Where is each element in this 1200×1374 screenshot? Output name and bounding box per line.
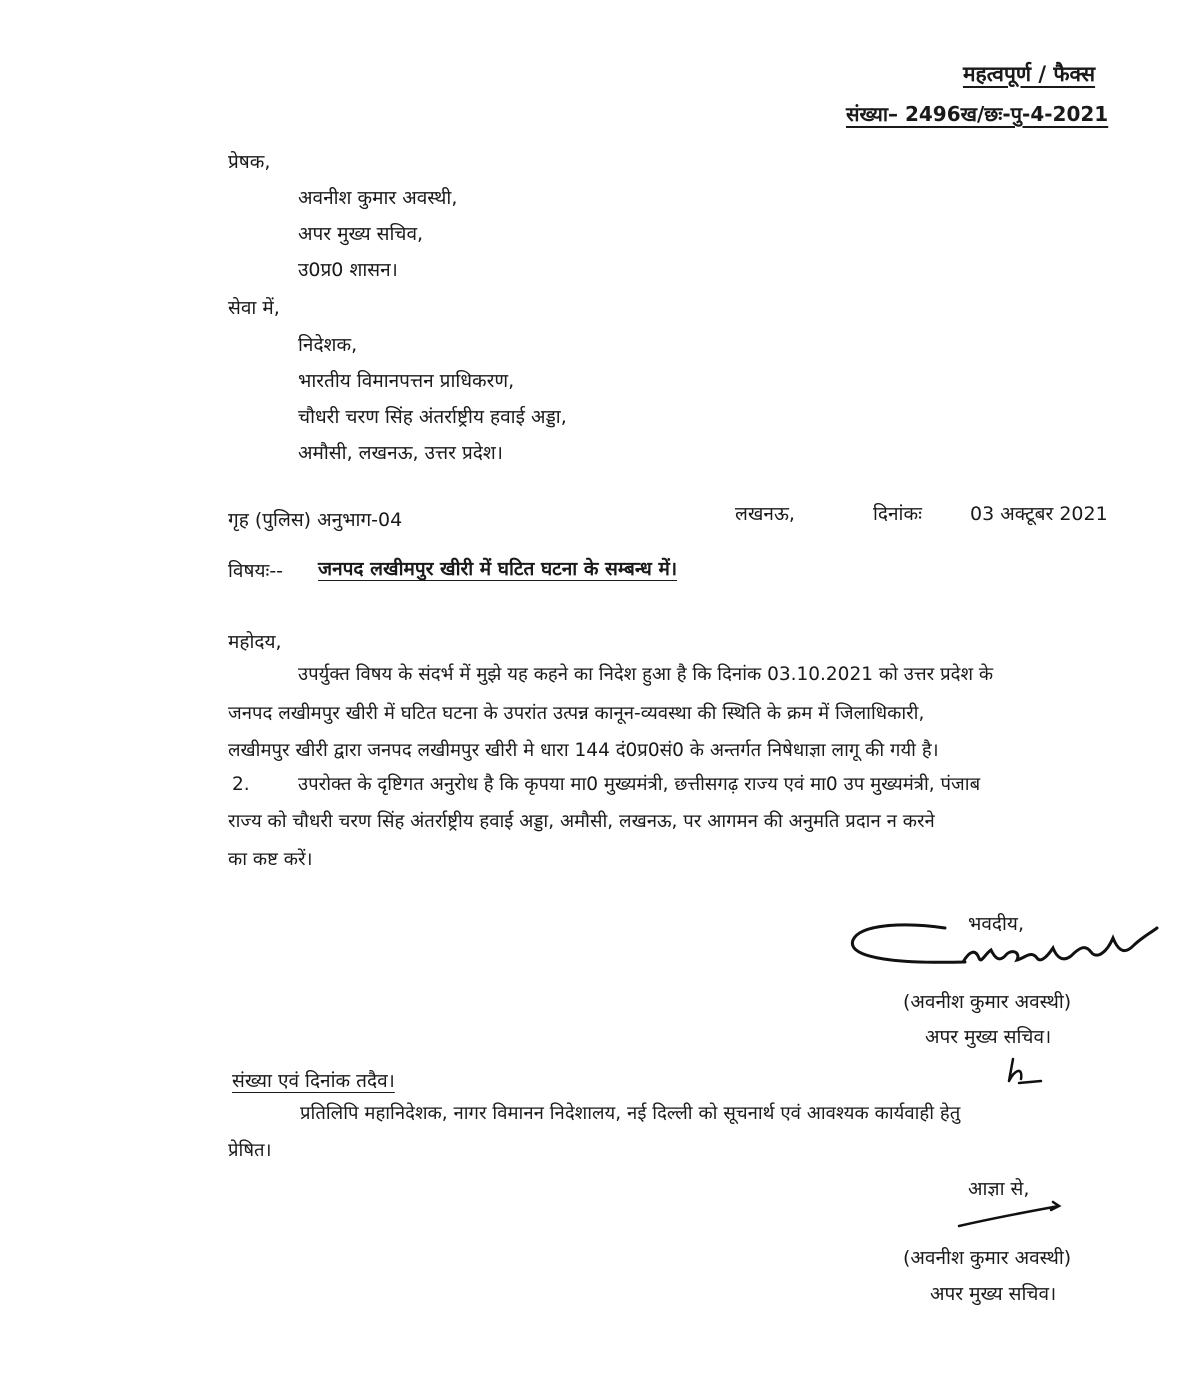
signatory-designation: अपर मुख्य सचिव। — [925, 1026, 1052, 1048]
recipient-location: अमौसी, लखनऊ, उत्तर प्रदेश। — [298, 442, 503, 464]
para1-line1: उपर्युक्त विषय के संदर्भ में मुझे यह कहने का निदेश हुआ है कि दिनांक 03.10.2021 को उत्तर प्रदेश के — [298, 664, 994, 685]
sender-office: उ0प्र0 शासन। — [298, 259, 398, 281]
copy-heading: संख्या एवं दिनांक तदैव। — [232, 1070, 395, 1092]
reference-number: संख्या– 2496ख/छः-पु-4-2021 — [846, 102, 1109, 126]
subject-text: जनपद लखीमपुर खीरी में घटित घटना के सम्बन्ध में। — [318, 558, 678, 580]
recipient-org: भारतीय विमानपत्तन प्राधिकरण, — [298, 370, 515, 392]
para1-line2: जनपद लखीमपुर खीरी में घटित घटना के उपरांत उत्पन्न कानून-व्यवस्था की स्थिति के क्रम में जिलाधिकारी, — [228, 703, 925, 724]
place: लखनऊ, — [735, 503, 795, 525]
salutation: महोदय, — [228, 631, 282, 653]
para2-line3: का कष्ट करें। — [228, 849, 313, 870]
copy-line1: प्रतिलिपि महानिदेशक, नागर विमानन निदेशालय, नई दिल्ली को सूचनार्थ एवं आवश्यक कार्यवाही हेतु — [300, 1103, 961, 1124]
important-fax-label: महत्वपूर्ण / फैक्स — [963, 62, 1096, 86]
signature — [845, 918, 1160, 978]
sender-label: प्रेषक, — [228, 151, 271, 173]
para2-line1: उपरोक्त के दृष्टिगत अनुरोध है कि कृपया मा0 मुख्यमंत्री, छत्तीसगढ़ राज्य एवं मा0 उप मुख्यमंत्री, पंजाब — [298, 774, 981, 795]
para2-number: 2. — [232, 774, 250, 795]
yours-faithfully: भवदीय, — [968, 913, 1024, 935]
para2-line2: राज्य को चौधरी चरण सिंह अंतर्राष्ट्रीय हवाई अड्डा, अमौसी, लखनऊ, पर आगमन की अनुमति प्रदान न करने — [228, 811, 935, 832]
date: 03 अक्टूबर 2021 — [970, 503, 1108, 525]
signatory2-designation: अपर मुख्य सचिव। — [930, 1283, 1057, 1305]
initials-mark — [1005, 1057, 1045, 1087]
by-order: आज्ञा से, — [968, 1178, 1030, 1200]
subject-label: विषयः-- — [228, 560, 284, 582]
recipient-title: निदेशक, — [298, 334, 358, 356]
sender-name: अवनीश कुमार अवस्थी, — [298, 187, 458, 209]
recipient-label: सेवा में, — [228, 297, 280, 319]
copy-line2: प्रेषित। — [228, 1140, 272, 1161]
department: गृह (पुलिस) अनुभाग-04 — [228, 509, 403, 531]
para1-line3: लखीमपुर खीरी द्वारा जनपद लखीमपुर खीरी मे धारा 144 दं0प्र0सं0 के अन्तर्गत निषेधाज्ञा लागू की गयी है। — [228, 740, 939, 761]
sender-designation: अपर मुख्य सचिव, — [298, 223, 424, 245]
signature-stroke — [955, 1200, 1065, 1230]
date-label: दिनांकः — [873, 503, 922, 525]
signatory2-name: (अवनीश कुमार अवस्थी) — [903, 1247, 1072, 1269]
signatory-name: (अवनीश कुमार अवस्थी) — [903, 991, 1072, 1013]
recipient-airport: चौधरी चरण सिंह अंतर्राष्ट्रीय हवाई अड्डा, — [298, 406, 567, 428]
